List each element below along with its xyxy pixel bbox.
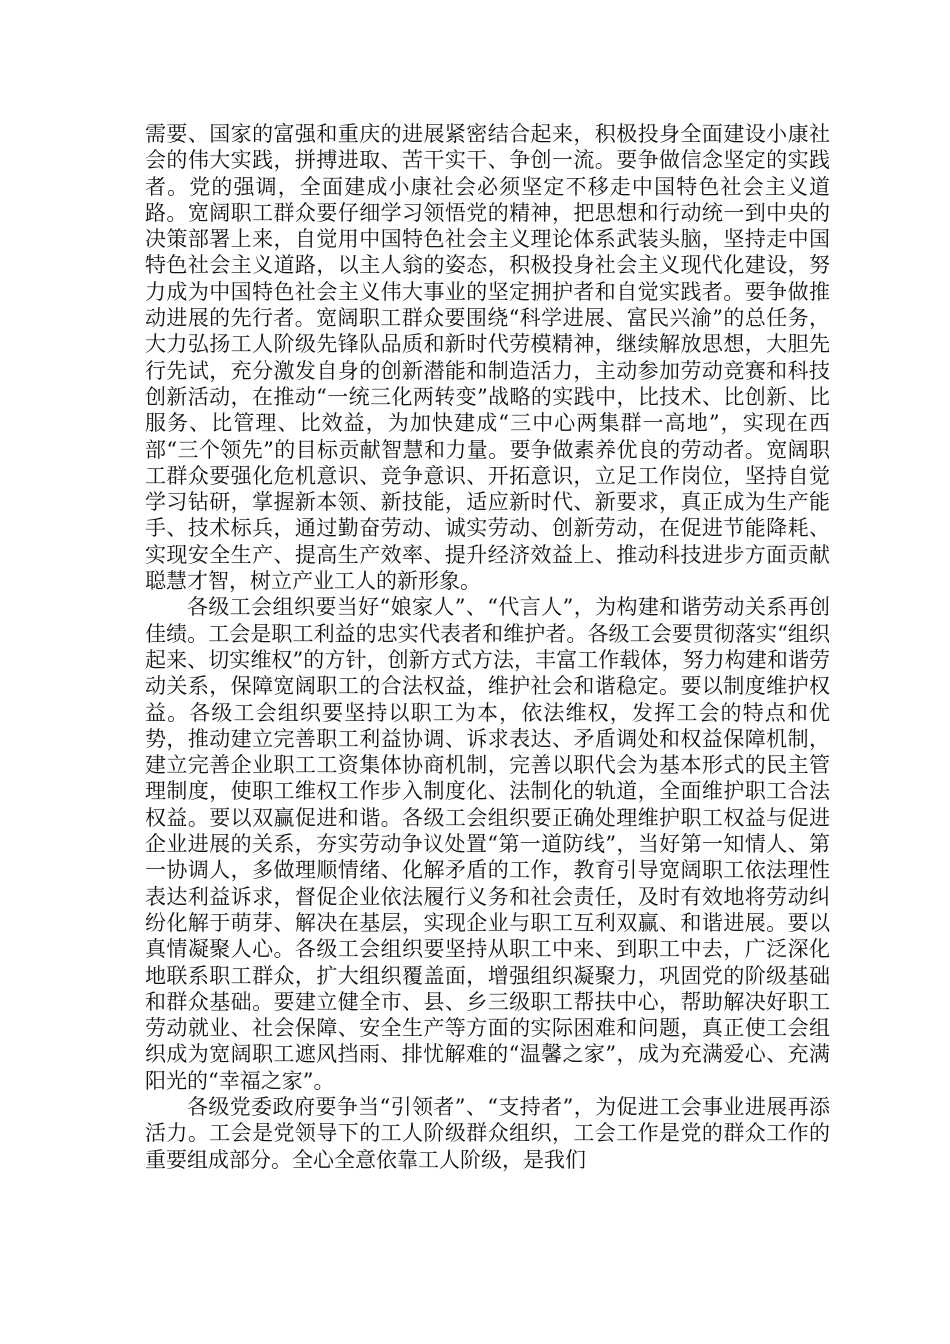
document-page bbox=[145, 121, 830, 1173]
paragraph-1: 需要、国家的富强和重庆的进展紧密结合起来，积极投身全面建设小康社会的伟大实践，拼搏进取、苦干实干、争创一流。要争做信念坚定的实践者。党的强调，全面建成小康社会必须坚定不移走中国特色社会主义道路。宽阔职工群众要仔细学习领悟党的精神，把思想和行动统一到中央的决策部署上来，自觉用中国特色社会主义理论体系武装头脑，坚持走中国特色社会主义道路，以主人翁的姿态，积极投身社会主义现代化建设，努力成为中国特色社会主义伟大事业的坚定拥护者和自觉实践者。要争做推动进展的先行者。宽阔职工群众要围绕“科学进展、富民兴渝”的总任务，大力弘扬工人阶级先锋队品质和新时代劳模精神，继续解放思想，大胆先行先试，充分激发自身的创新潜能和制造活力，主动参加劳动竞赛和科技创新活动，在推动“一统三化两转变”战略的实践中，比技术、比创新、比服务、比管理、比效益，为加快建成“三中心两集群一高地”，实现在西部“三个领先”的目标贡献智慧和力量。要争做素养优良的劳动者。宽阔职工群众要强化危机意识、竞争意识、开拓意识，立足工作岗位，坚持自觉学习钻研，掌握新本领、新技能，适应新时代、新要求，真正成为生产能手、技术标兵，通过勤奋劳动、诚实劳动、创新劳动，在促进节能降耗、实现安全生产、提高生产效率、提升经济效益上、推动科技进步方面贡献聪慧才智，树立产业工人的新形象。 bbox=[145, 122, 830, 594]
paragraph-3: 各级党委政府要争当“引领者”、“支持者”，为促进工会事业进展再添活力。工会是党领导下的工人阶级群众组织，工会工作是党的群众工作的重要组成部分。全心全意依靠工人阶级，是我们 bbox=[145, 1094, 830, 1172]
paragraph-2: 各级工会组织要当好“娘家人”、“代言人”，为构建和谐劳动关系再创佳绩。工会是职工利益的忠实代表者和维护者。各级工会要贯彻落实“组织起来、切实维权”的方针，创新方式方法，丰富工作载体，努力构建和谐劳动关系，保障宽阔职工的合法权益，维护社会和谐稳定。要以制度维护权益。各级工会组织要坚持以职工为本，依法维权，发挥工会的特点和优势，推动建立完善职工利益协调、诉求表达、矛盾调处和权益保障机制，建立完善企业职工工资集体协商机制，完善以职代会为基本形式的民主管理制度，使职工维权工作步入制度化、法制化的轨道，全面维护职工合法权益。要以双赢促进和谐。各级工会组织要正确处理维护职工权益与促进企业进展的关系，夯实劳动争议处置“第一道防线”，当好第一知情人、第一协调人，多做理顺情绪、化解矛盾的工作，教育引导宽阔职工依法理性表达利益诉求，督促企业依法履行义务和社会责任，及时有效地将劳动纠纷化解于萌芽、解决在基层，实现企业与职工互利双赢、和谐进展。要以真情凝聚人心。各级工会组织要坚持从职工中来、到职工中去，广泛深化地联系职工群众，扩大组织覆盖面，增强组织凝聚力，巩固党的阶级基础和群众基础。要建立健全市、县、乡三级职工帮扶中心，帮助解决好职工劳动就业、社会保障、安全生产等方面的实际困难和问题，真正使工会组织成为宽阔职工遮风挡雨、排忧解难的“温馨之家”，成为充满爱心、充满阳光的“幸福之家”。 bbox=[145, 595, 830, 1093]
